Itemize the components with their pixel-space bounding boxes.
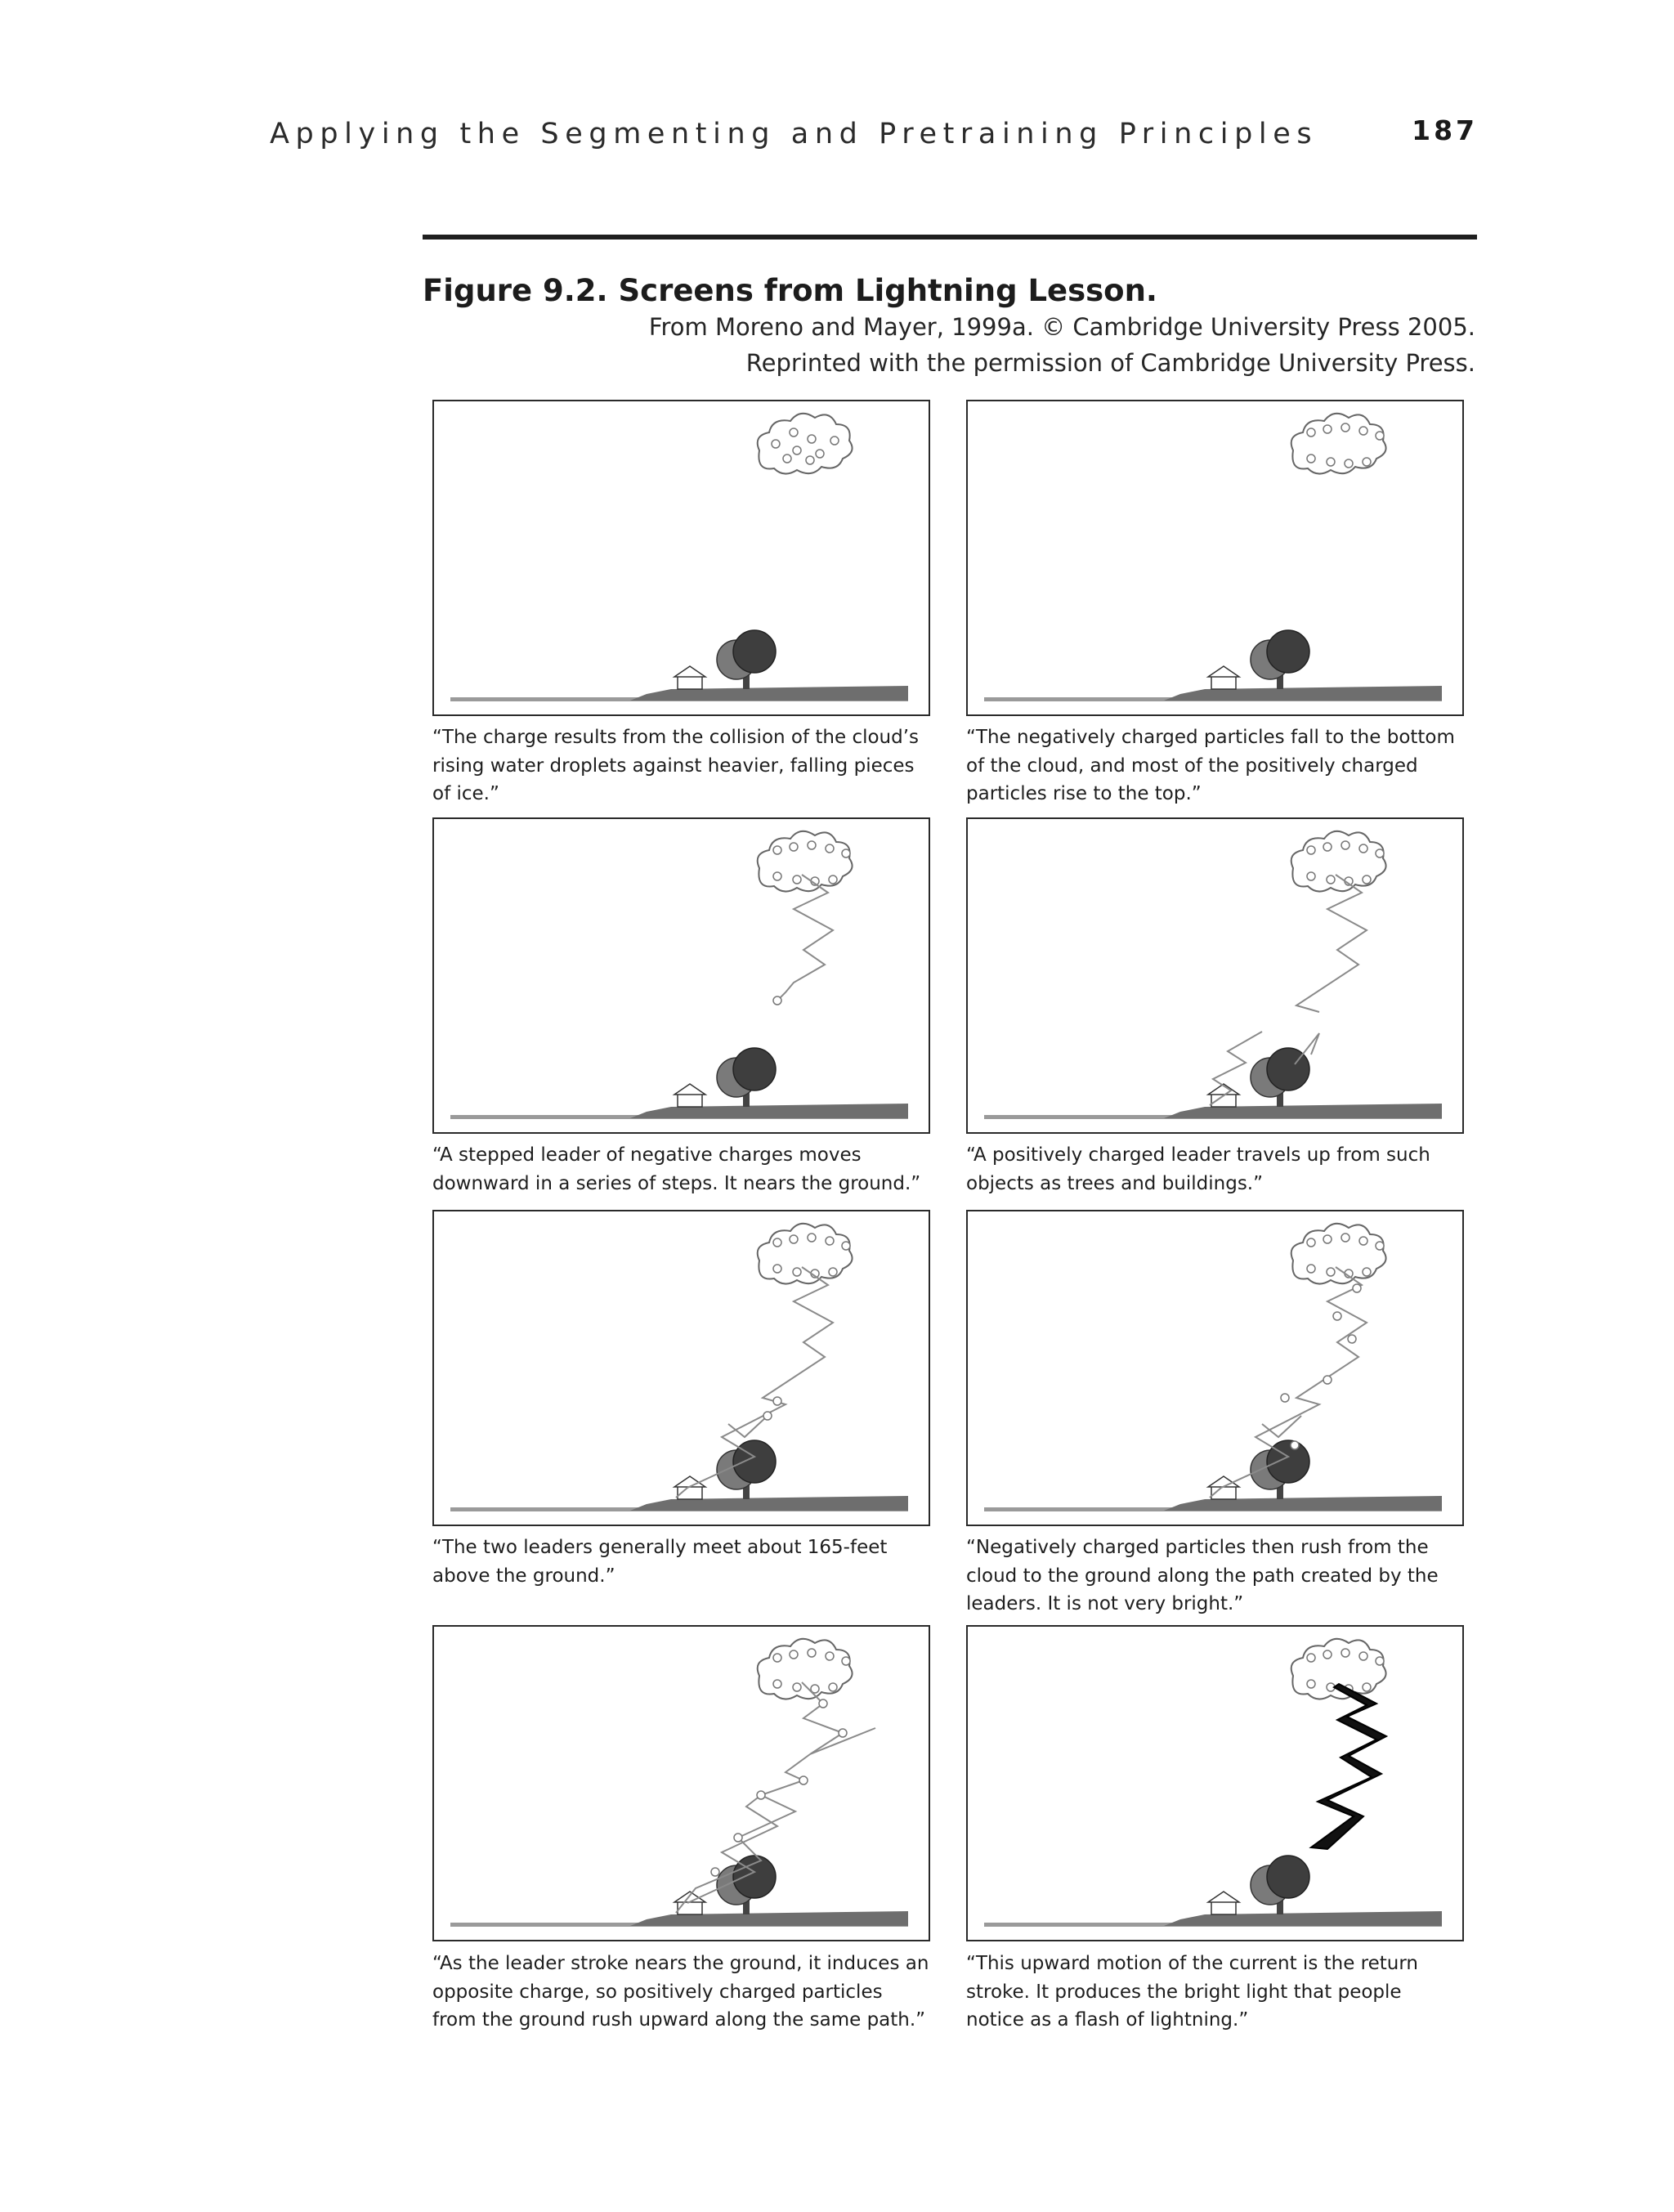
figure-title: Figure 9.2. Screens from Lightning Lesson.: [423, 273, 1157, 308]
positive-particle: [1307, 1238, 1315, 1247]
negative-particle: [1327, 458, 1335, 466]
charge-particle: [773, 1397, 781, 1405]
charge-particle: [790, 428, 798, 437]
positive-particle: [808, 1649, 816, 1657]
charge-particle: [830, 437, 839, 445]
positive-particle: [819, 1699, 827, 1708]
negative-particle: [773, 1265, 781, 1273]
lightning-scene: [434, 1627, 929, 1940]
positive-particle: [842, 1242, 850, 1250]
positive-particle: [842, 1657, 850, 1665]
negative-particle: [1363, 458, 1371, 466]
negative-particle: [773, 1680, 781, 1688]
storm-cloud: [1291, 831, 1386, 892]
panel-4-illustration: [966, 817, 1464, 1134]
house-roof: [674, 666, 705, 677]
negative-particle: [1363, 1268, 1371, 1276]
panel-1-illustration: [432, 400, 930, 716]
panel-5-caption: “The two leaders generally meet about 165-feet above the ground.”: [432, 1537, 888, 1587]
positive-particle: [839, 1729, 847, 1737]
panel-6-caption: “Negatively charged particles then rush from the cloud to the ground along the path created by the leaders. It is not very bright.”: [966, 1537, 1439, 1614]
tree-canopy: [1267, 1856, 1309, 1898]
negative-particle: [1323, 1376, 1332, 1384]
positive-particle: [808, 1234, 816, 1242]
charge-particle: [772, 440, 780, 448]
negative-particle: [1353, 1284, 1361, 1292]
house-body: [678, 1901, 702, 1914]
charge-particle: [783, 454, 791, 463]
positive-particle: [1323, 1650, 1332, 1659]
panel-3-illustration: [432, 817, 930, 1134]
charge-particle: [763, 1412, 772, 1420]
positive-particle: [799, 1776, 808, 1784]
positive-particle: [1376, 849, 1384, 857]
storm-cloud: [758, 1639, 853, 1699]
negative-particle: [829, 1268, 837, 1276]
storm-cloud: [1291, 414, 1386, 474]
storm-cloud: [758, 1224, 853, 1284]
page-number: 187: [1412, 114, 1478, 146]
ground-hill: [1164, 1911, 1442, 1926]
house-roof: [674, 1084, 705, 1095]
ground-hill: [630, 1104, 908, 1118]
leader-stroke: [802, 1682, 875, 1754]
tree-canopy: [733, 630, 776, 673]
positive-particle: [734, 1834, 742, 1842]
positive-particle: [1323, 843, 1332, 851]
title-rule: [423, 235, 1477, 240]
ground-hill: [1164, 686, 1442, 701]
positive-particle: [1376, 1657, 1384, 1665]
negative-particle: [773, 872, 781, 880]
charge-particle: [806, 456, 814, 464]
panel-8-caption: “This upward motion of the current is the return stroke. It produces the bright light that people notice as a flash of lightning.”: [966, 1953, 1418, 2031]
panel-2-illustration: [966, 400, 1464, 716]
negative-particle: [1333, 1312, 1341, 1320]
leader-tip: [773, 996, 781, 1005]
panel-7-illustration: [432, 1625, 930, 1941]
charge-particle: [808, 435, 816, 443]
positive-particle: [1307, 1654, 1315, 1662]
positive-particle: [1359, 844, 1367, 853]
panel-5-illustration: [432, 1210, 930, 1526]
positive-particle: [1376, 432, 1384, 440]
negative-particle: [793, 1268, 801, 1276]
tree-canopy: [733, 1440, 776, 1483]
panel-2-caption: “The negatively charged particles fall to the bottom of the cloud, and most of the positively charged particles rise to the top.”: [966, 727, 1455, 804]
figure-credit: [649, 309, 1475, 381]
lightning-scene: [968, 1211, 1462, 1525]
positive-particle: [1359, 1237, 1367, 1245]
panel-8-illustration: [966, 1625, 1464, 1941]
house-roof: [1208, 666, 1239, 677]
negative-particle: [1363, 1683, 1371, 1691]
negative-particle: [1327, 1268, 1335, 1276]
lightning-scene: [434, 401, 929, 714]
panel-1-caption: “The charge results from the collision of the cloud’s rising water droplets against heavier, falling pieces of ice.”: [432, 727, 920, 804]
negative-particle: [793, 1683, 801, 1691]
negative-particle: [1307, 1680, 1315, 1688]
negative-particle: [1327, 875, 1335, 884]
leader-branch: [1262, 1416, 1301, 1437]
positive-particle: [1323, 1235, 1332, 1243]
positive-particle: [790, 1235, 798, 1243]
panel-7-caption: “As the leader stroke nears the ground, it induces an opposite charge, so positively charged particles from the ground rush upward along the same path.”: [432, 1953, 929, 2031]
negative-particle: [1307, 454, 1315, 463]
negative-particle: [793, 875, 801, 884]
tree-canopy: [733, 1856, 776, 1898]
positive-particle: [826, 1652, 834, 1660]
leader-branch: [728, 1416, 768, 1437]
ground-hill: [1164, 1496, 1442, 1511]
positive-particle: [790, 1650, 798, 1659]
ground-hill: [1164, 1104, 1442, 1118]
positive-particle: [711, 1868, 719, 1876]
negative-particle: [1307, 872, 1315, 880]
positive-particle: [1323, 425, 1332, 433]
positive-particle: [1341, 1234, 1349, 1242]
negative-particle: [829, 875, 837, 884]
house-body: [678, 1094, 702, 1107]
lightning-scene: [968, 401, 1462, 714]
positive-particle: [773, 1654, 781, 1662]
ground-hill: [630, 1911, 908, 1926]
positive-particle: [1341, 841, 1349, 849]
negative-particle: [1348, 1335, 1356, 1343]
lightning-scene: [434, 819, 929, 1132]
storm-cloud: [758, 831, 853, 892]
panel-3-caption: “A stepped leader of negative charges moves downward in a series of steps. It nears the ground.”: [432, 1144, 921, 1194]
stepped-leader: [777, 875, 833, 1001]
negative-particle: [1281, 1394, 1289, 1402]
house-roof: [1208, 1892, 1239, 1902]
tree-canopy: [1267, 1440, 1309, 1483]
positive-particle: [826, 1237, 834, 1245]
positive-particle: [757, 1791, 765, 1799]
negative-particle: [1307, 1265, 1315, 1273]
stepped-leader: [1296, 875, 1367, 1012]
positive-particle: [1376, 1242, 1384, 1250]
tree-canopy: [1267, 630, 1309, 673]
ground-hill: [630, 1496, 908, 1511]
storm-cloud: [1291, 1224, 1386, 1284]
positive-particle: [1307, 846, 1315, 854]
charge-particle: [793, 446, 801, 454]
panel-6-illustration: [966, 1210, 1464, 1526]
credit-line-2: Reprinted with the permission of Cambridge University Press.: [745, 349, 1475, 377]
credit-line-1: From Moreno and Mayer, 1999a. © Cambridge University Press 2005.: [648, 313, 1475, 341]
positive-particle: [1341, 423, 1349, 432]
positive-particle: [826, 844, 834, 853]
charge-particle: [816, 450, 824, 458]
positive-particle: [773, 846, 781, 854]
positive-particle: [773, 1238, 781, 1247]
positive-particle: [1341, 1649, 1349, 1657]
negative-particle: [1345, 459, 1353, 468]
panel-4-caption: “A positively charged leader travels up from such objects as trees and buildings.”: [966, 1144, 1430, 1194]
positive-particle: [1359, 1652, 1367, 1660]
house-body: [678, 676, 702, 689]
positive-particle: [1359, 427, 1367, 435]
positive-particle: [842, 849, 850, 857]
positive-particle: [1307, 428, 1315, 437]
tree-canopy: [733, 1048, 776, 1090]
return-stroke-bolt: [1311, 1684, 1386, 1849]
lightning-scene: [968, 819, 1462, 1132]
lightning-scene: [968, 1627, 1462, 1940]
negative-particle: [1363, 875, 1371, 884]
running-head: Applying the Segmenting and Pretraining Principles: [270, 118, 1318, 150]
negative-particle: [829, 1683, 837, 1691]
lightning-scene: [434, 1211, 929, 1525]
negative-particle: [1291, 1441, 1299, 1449]
house-body: [1211, 676, 1236, 689]
positive-particle: [808, 841, 816, 849]
ground-hill: [630, 686, 908, 701]
house-body: [1211, 1901, 1236, 1914]
positive-particle: [790, 843, 798, 851]
